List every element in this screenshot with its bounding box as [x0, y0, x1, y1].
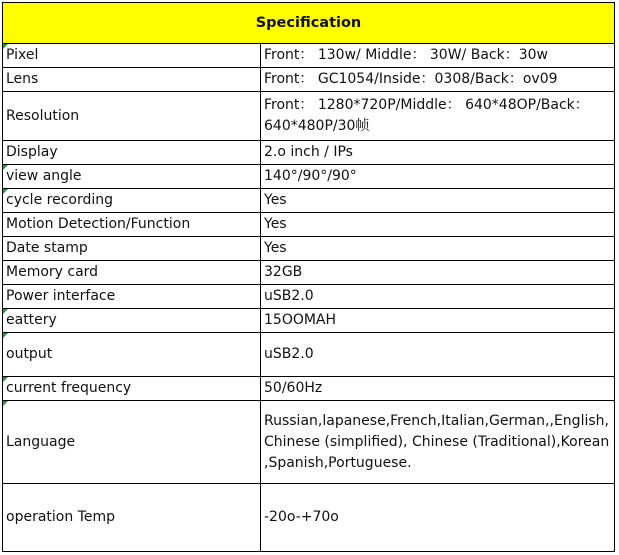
- row-label: Power interface: [3, 285, 261, 309]
- row-value: 32GB: [261, 261, 615, 285]
- table-row: [3, 484, 615, 552]
- row-label: Language: [3, 401, 261, 484]
- row-value: Yes: [261, 213, 615, 237]
- table-row: [3, 401, 615, 484]
- row-label: current frequency: [3, 377, 261, 401]
- row-value: Front： 1280*720P/Middle： 640*48OP/Back：640*480P/30帧: [261, 92, 615, 141]
- row-label: eattery: [3, 309, 261, 333]
- row-label: Pixel: [3, 44, 261, 68]
- row-value: Yes: [261, 189, 615, 213]
- row-value: 15OOMAH: [261, 309, 615, 333]
- row-label: Date stamp: [3, 237, 261, 261]
- row-value: Russian,lapanese,French,Italian,German,,English, Chinese (simplified), Chinese (Traditional),Korean ,Spanish,Portuguese.: [261, 401, 615, 484]
- row-label: Motion Detection/Function: [3, 213, 261, 237]
- title-row: [3, 3, 615, 44]
- table-row: [3, 213, 615, 237]
- row-label: operation Temp: [3, 484, 261, 552]
- row-value: Front： GC1054/Inside：0308/Back：ov09: [261, 68, 615, 92]
- table-row: [3, 237, 615, 261]
- row-label: view angle: [3, 165, 261, 189]
- table-row: [3, 285, 615, 309]
- table-row: [3, 44, 615, 68]
- table-row: [3, 333, 615, 377]
- row-label: cycle recording: [3, 189, 261, 213]
- row-value: Front： 130w/ Middle： 30W/ Back：30w: [261, 44, 615, 68]
- table-row: [3, 92, 615, 141]
- table-row: [3, 68, 615, 92]
- row-value: -20o-+70o: [261, 484, 615, 552]
- row-value: 50/60Hz: [261, 377, 615, 401]
- row-label: Memory card: [3, 261, 261, 285]
- row-label: Display: [3, 141, 261, 165]
- row-value: 2.o inch / IPs: [261, 141, 615, 165]
- table-row: [3, 189, 615, 213]
- table-row: [3, 165, 615, 189]
- table-row: [3, 261, 615, 285]
- row-value: Yes: [261, 237, 615, 261]
- specification-table: [2, 2, 615, 552]
- row-value: 140°/90°/90°: [261, 165, 615, 189]
- row-value: uSB2.0: [261, 333, 615, 377]
- row-value: uSB2.0: [261, 285, 615, 309]
- table-title: Specification: [3, 3, 615, 44]
- table-row: [3, 309, 615, 333]
- table-row: [3, 141, 615, 165]
- row-label: output: [3, 333, 261, 377]
- row-label: Lens: [3, 68, 261, 92]
- row-label: Resolution: [3, 92, 261, 141]
- table-row: [3, 377, 615, 401]
